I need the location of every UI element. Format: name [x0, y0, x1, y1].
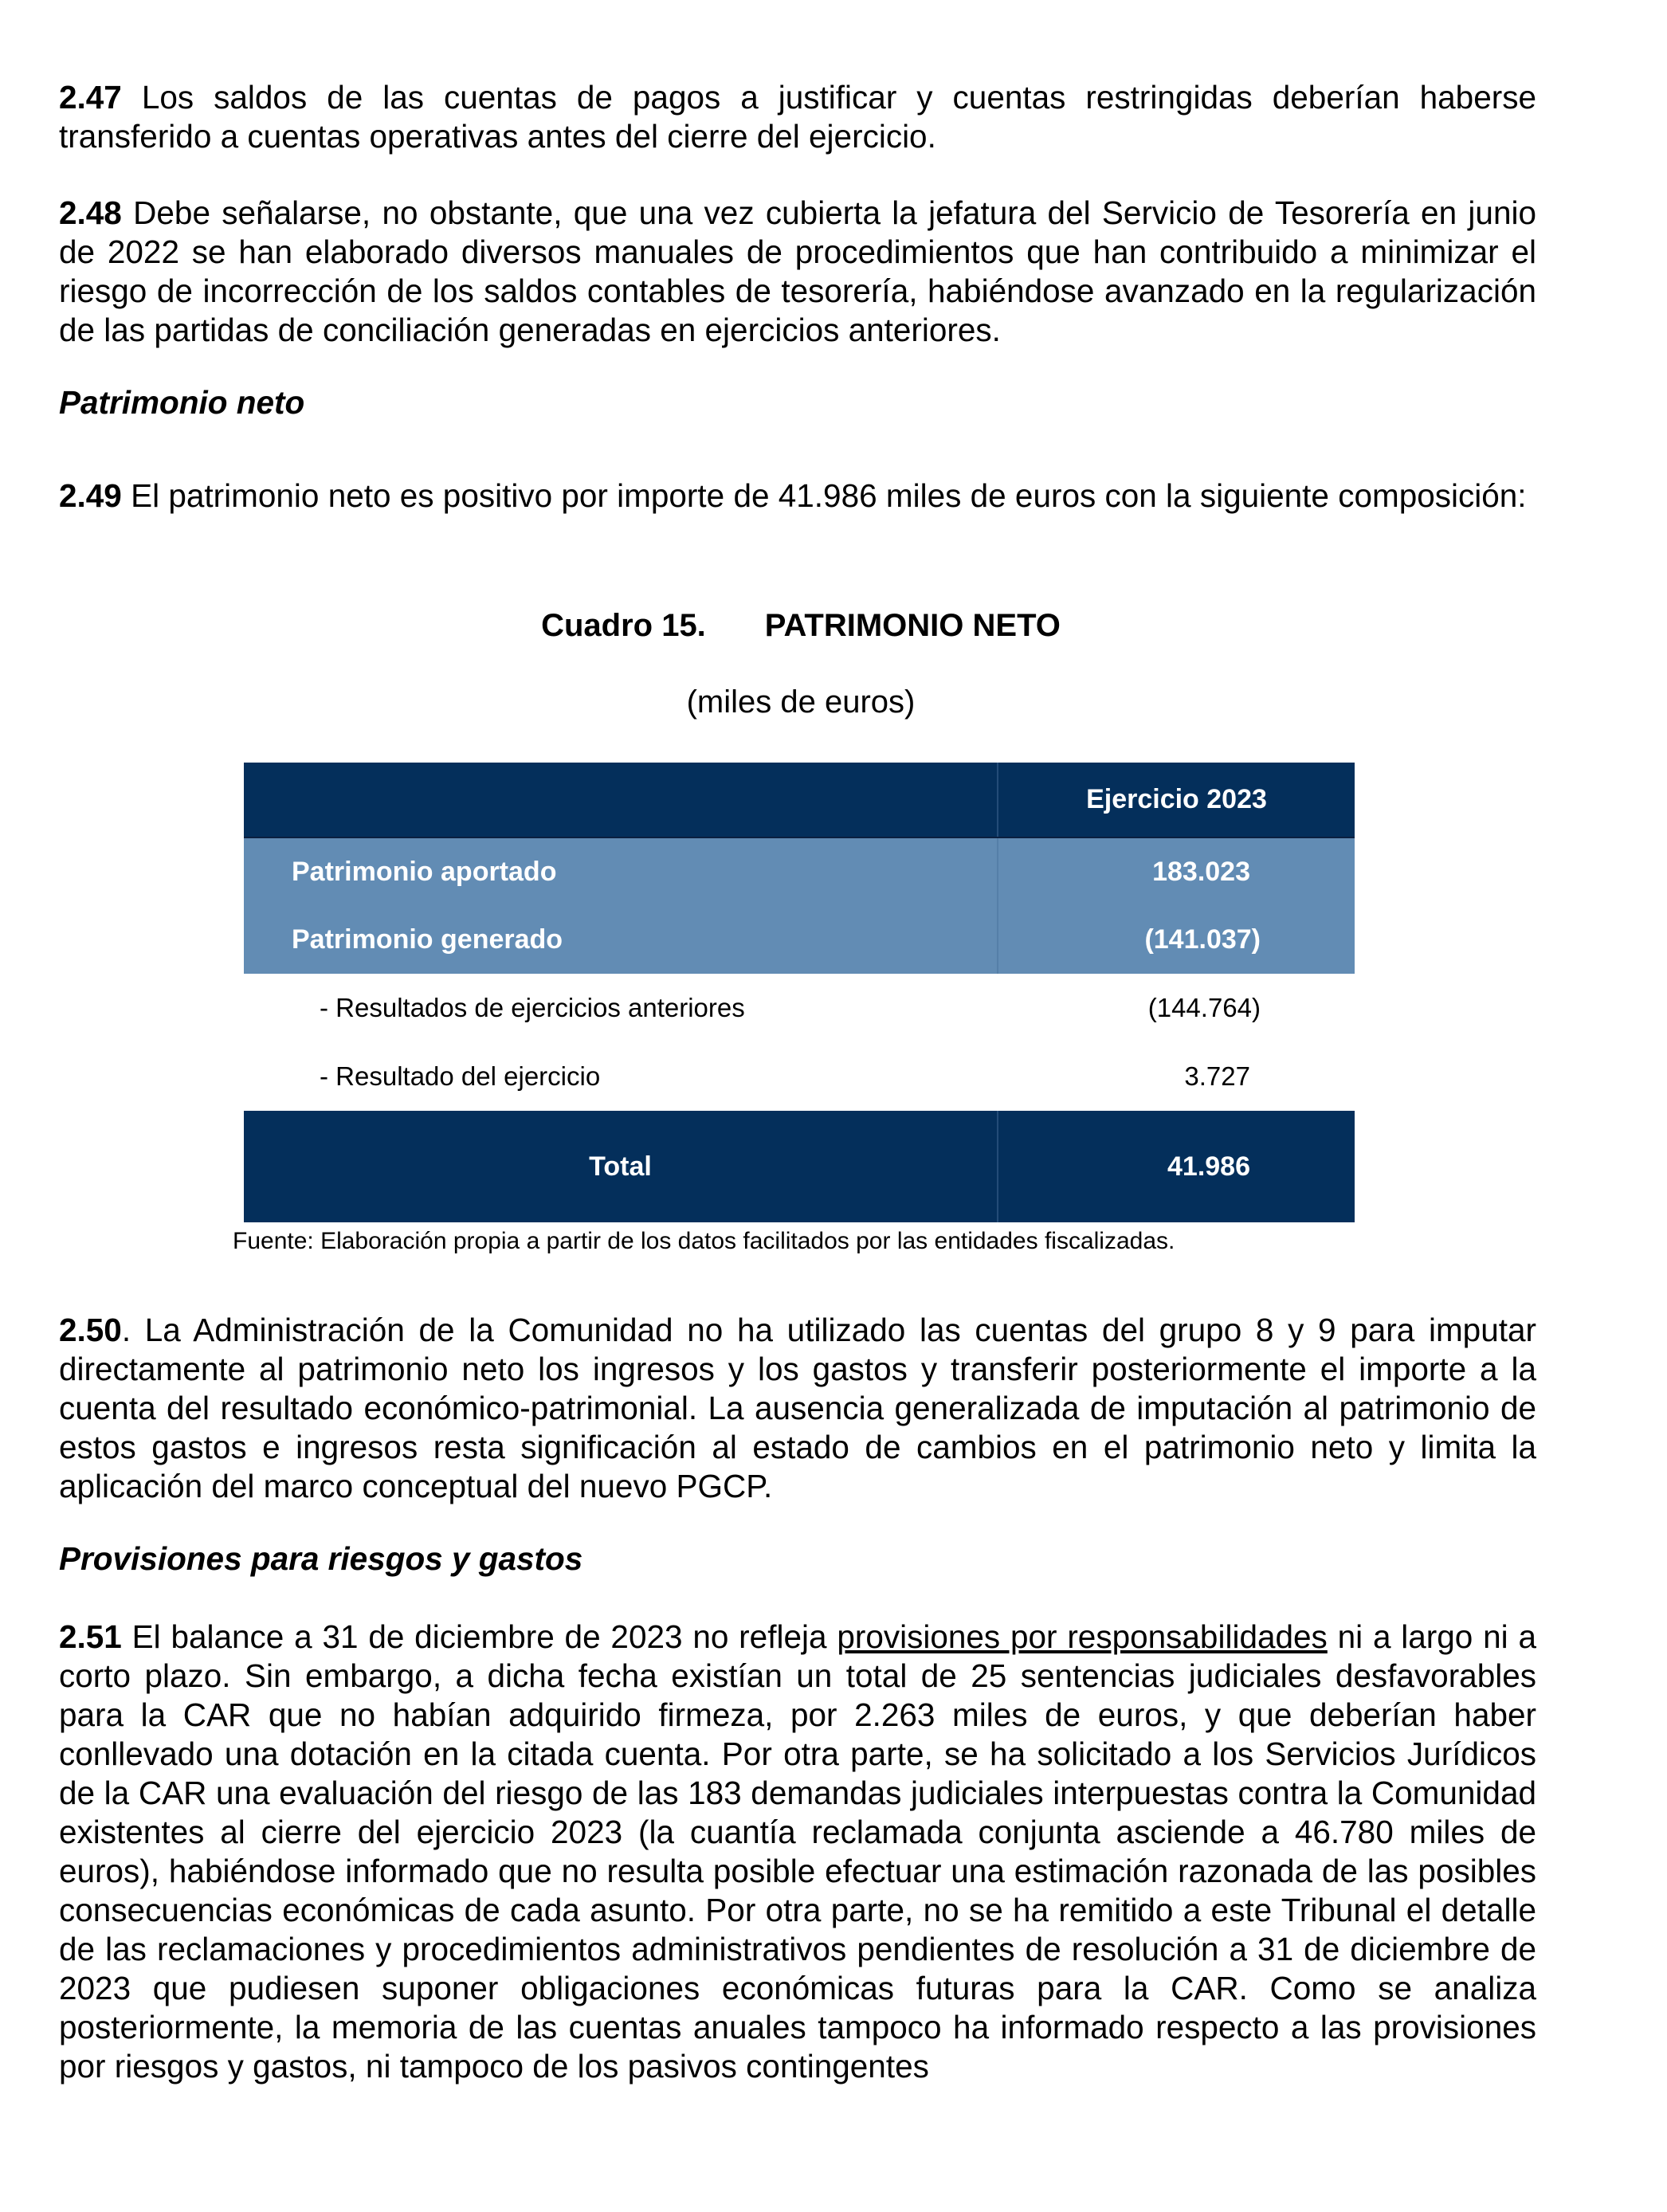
row-value: 3.727	[1184, 1061, 1250, 1091]
paragraph-text: Debe señalarse, no obstante, que una vez cubierta la jefatura del Servicio de Tesorería en junio de 2022 se han elaborado diversos manuales de procedimientos que han contribuido a minimizar el riesgo de incorrección de los saldos contables de tesorería, habiéndose avanzado en la regularización de las partidas de conciliación generadas en ejercicios anteriores.	[59, 194, 1536, 348]
paragraph-number: 2.48	[59, 194, 122, 231]
paragraph-2-49	[59, 477, 1536, 516]
table-units: (miles de euros)	[686, 684, 916, 720]
row-value: 183.023	[1152, 857, 1250, 887]
row-value: (144.764)	[1147, 993, 1261, 1022]
column-header: Ejercicio 2023	[1086, 784, 1267, 814]
paragraph-number: 2.50	[59, 1312, 122, 1348]
row-label: - Resultado del ejercicio	[320, 1061, 601, 1091]
paragraph-text: El patrimonio neto es positivo por importe de 41.986 miles de euros con la siguiente composición:	[121, 477, 1527, 514]
table-source-note: Fuente: Elaboración propia a partir de los datos facilitados por las entidades fiscalizadas.	[233, 1228, 1175, 1254]
paragraph-text: El balance a 31 de diciembre de 2023 no refleja	[121, 1618, 837, 1655]
paragraph-number: 2.47	[59, 79, 122, 116]
table-row	[244, 837, 1355, 906]
table-total-row	[244, 1111, 1355, 1222]
underlined-phrase: provisiones por responsabilidades	[837, 1618, 1328, 1655]
paragraph-2-51	[59, 1618, 1536, 2086]
paragraph-text: ni a largo ni a corto plazo. Sin embargo, a dicha fecha existían un total de 25 sentencias judiciales desfavorables para la CAR que no habían adquirido firmeza, por 2.263 miles de euros, y que deberían haber conllevado una dotación en la citada cuenta. Por otra parte, se ha solicitado a los Servicios Jurídicos de la CAR una evaluación del riesgo de las 183 demandas judiciales interpuestas contra la Comunidad existentes al cierre del ejercicio 2023 (la cuantía reclamada conjunta asciende a 46.780 miles de euros), habiéndose informado que no resulta posible efectuar una estimación razonada de las posibles consecuencias económicas de cada asunto. Por otra parte, no se ha remitido a este Tribunal el detalle de las reclamaciones y procedimientos administrativos pendientes de resolución a 31 de diciembre de 2023 que pudiesen suponer obligaciones económicas futuras para la CAR. Como se analiza posteriormente, la memoria de las cuentas anuales tampoco ha informado respecto a las provisiones por riesgos y gastos, ni tampoco de los pasivos contingentes	[59, 1618, 1536, 2085]
row-label: - Resultados de ejercicios anteriores	[320, 993, 745, 1022]
section-heading-patrimonio-neto: Patrimonio neto	[59, 384, 305, 421]
table-caption	[0, 606, 1602, 645]
paragraph-2-48	[59, 194, 1536, 350]
total-label: Total	[589, 1151, 652, 1182]
total-value: 41.986	[1167, 1151, 1250, 1182]
table-row	[244, 974, 1355, 1042]
paragraph-number: 2.51	[59, 1618, 122, 1655]
table-row	[244, 1042, 1355, 1111]
paragraph-2-50	[59, 1311, 1536, 1506]
row-label: Patrimonio generado	[292, 924, 563, 955]
paragraph-text: Los saldos de las cuentas de pagos a justificar y cuentas restringidas deberían haberse transferido a cuentas operativas antes del cierre del ejercicio.	[59, 79, 1536, 155]
row-label: Patrimonio aportado	[292, 857, 557, 887]
caption-number: Cuadro 15.	[541, 608, 706, 643]
section-heading-provisiones: Provisiones para riesgos y gastos	[59, 1540, 583, 1577]
caption-title: PATRIMONIO NETO	[764, 608, 1061, 643]
paragraph-number: 2.49	[59, 477, 122, 514]
row-value: (141.037)	[1144, 924, 1261, 955]
patrimonio-table	[244, 763, 1355, 1222]
paragraph-text: . La Administración de la Comunidad no ha utilizado las cuentas del grupo 8 y 9 para imputar directamente al patrimonio neto los ingresos y los gastos y transferir posteriormente el importe a la cuenta del resultado económico-patrimonial. La ausencia generalizada de imputación al patrimonio de estos gastos e ingresos resta significación al estado de cambios en el patrimonio neto y limita la aplicación del marco conceptual del nuevo PGCP.	[59, 1312, 1536, 1504]
table-header-row	[244, 763, 1355, 837]
table-row	[244, 906, 1355, 974]
paragraph-2-47	[59, 78, 1536, 156]
